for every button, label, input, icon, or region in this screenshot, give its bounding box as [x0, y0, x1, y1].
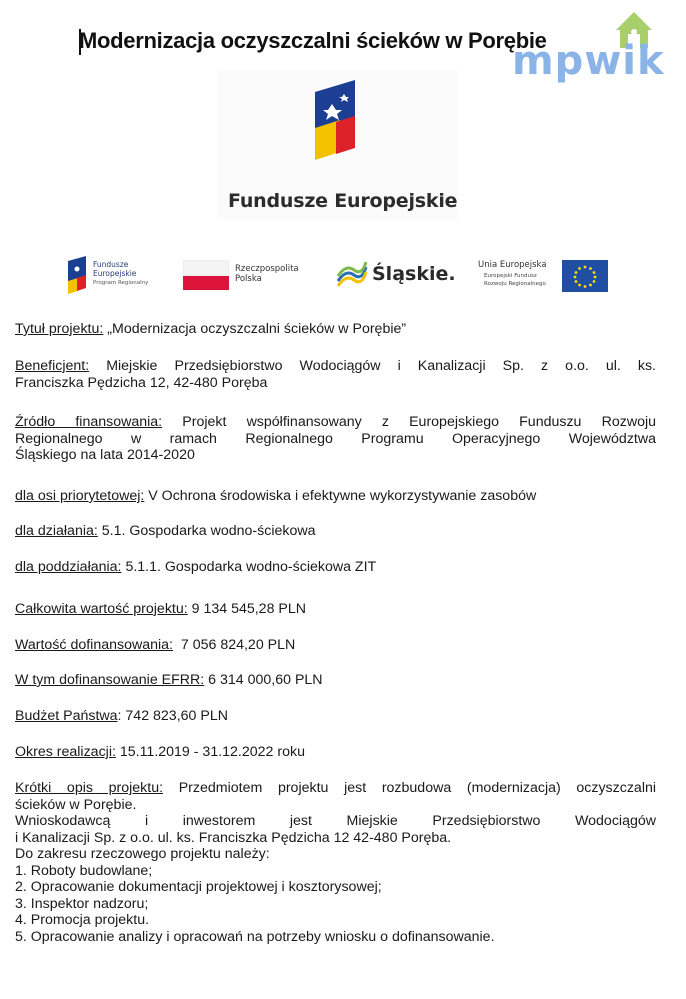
total-row: [15, 601, 656, 618]
cofund-label: Wartość dofinansowania:: [15, 637, 173, 653]
eu-line2: Europejski Fundusz: [484, 273, 537, 279]
slaskie-label: Śląskie.: [372, 263, 456, 285]
budget-row: [15, 708, 656, 725]
subaction-label: dla poddziałania:: [15, 559, 122, 575]
efrr-label: W tym dofinansowanie EFRR:: [15, 672, 205, 688]
desc-l4: i Kanalizacji Sp. z o.o. ul. ks. Franciszka Pędzicha 12 42-480 Poręba.: [15, 829, 452, 846]
mpwik-logo-text: mpwik: [512, 38, 665, 84]
scope-item-5: 5. Opracowanie analizy i opracowań na potrzeby wniosku o dofinansowanie.: [15, 928, 495, 945]
eu-logo: [474, 258, 610, 294]
beneficiary-value-l1: Miejskie Przedsiębiorstwo Wodociągów i Kanalizacji Sp. z o.o. ul. ks.: [89, 358, 656, 374]
axis-label: dla osi priorytetowej:: [15, 488, 145, 504]
axis-row: [15, 488, 656, 505]
fe-small-line2: Europejskie: [93, 269, 137, 278]
efrr-row: [15, 672, 656, 689]
action-value: 5.1. Gospodarka wodno-ściekowa: [97, 523, 316, 539]
scope-item-1: 1. Roboty budowlane;: [15, 862, 153, 879]
funding-row: [15, 414, 656, 464]
eu-flag-icon: [562, 260, 608, 292]
cofund-value: 7 056 824,20 PLN: [172, 637, 296, 653]
desc-label: Krótki opis projektu:: [15, 780, 164, 796]
description-block: [15, 780, 656, 945]
funding-value-l3: Śląskiego na lata 2014-2020: [15, 447, 195, 463]
fe-small-flag-icon: [66, 255, 88, 295]
budget-value: : 742 823,60 PLN: [117, 708, 228, 724]
scope-item-4: 4. Promocja projektu.: [15, 912, 150, 928]
funding-value-l2: Regionalnego w ramach Regionalnego Programu Operacyjnego Województwa: [15, 430, 656, 447]
scope-item-3: 3. Inspektor nadzoru;: [15, 895, 149, 912]
total-label: Całkowita wartość projektu:: [15, 601, 188, 617]
eu-line1: Unia Europejska: [478, 260, 547, 270]
action-label: dla działania:: [15, 523, 98, 539]
cofund-row: [15, 637, 656, 654]
beneficiary-value-l2: Franciszka Pędzicha 12, 42-480 Poręba: [15, 374, 268, 391]
rp-line2: Polska: [235, 274, 262, 284]
funding-value-l1: Projekt współfinansowany z Europejskiego Funduszu Rozwoju: [162, 414, 656, 430]
funding-label: Źródło finansowania:: [15, 414, 163, 430]
fe-logo-large: [218, 70, 458, 220]
action-row: [15, 523, 656, 540]
budget-label: Budżet Państwa: [15, 708, 118, 724]
eu-line3: Rozwoju Regionalnego: [484, 281, 546, 287]
period-row: [15, 744, 656, 761]
beneficiary-label: Beneficjent:: [15, 358, 90, 374]
fe-logo-large-label: Fundusze Europejskie: [228, 190, 458, 212]
axis-value: V Ochrona środowiska i efektywne wykorzystywanie zasobów: [144, 488, 537, 504]
desc-l2: ścieków w Porębie.: [15, 796, 137, 813]
total-value: 9 134 545,28 PLN: [187, 601, 307, 617]
polish-flag-icon: [183, 260, 229, 292]
project-title-value: „Modernizacja oczyszczalni ścieków w Porębie”: [103, 321, 407, 337]
period-label: Okres realizacji:: [15, 744, 116, 760]
fe-small-line1: Fundusze: [93, 260, 129, 269]
desc-l1: Przedmiotem projektu jest rozbudowa (modernizacja) oczyszczalni: [163, 780, 657, 796]
rp-logo: [183, 260, 313, 292]
fe-small-line3: Program Regionalny: [93, 280, 149, 286]
page-title: Modernizacja oczyszczalni ścieków w Porębie: [79, 28, 547, 53]
slaskie-logo: [334, 257, 464, 293]
rp-line1: Rzeczpospolita: [235, 264, 299, 274]
project-title-label: Tytuł projektu:: [15, 321, 104, 337]
subaction-row: [15, 559, 656, 576]
period-value: 15.11.2019 - 31.12.2022 roku: [115, 744, 305, 760]
subaction-value: 5.1.1. Gospodarka wodno-ściekowa ZIT: [121, 559, 377, 575]
project-title-row: [15, 321, 656, 338]
desc-l3: Wnioskodawcą i inwestorem jest Miejskie Przedsiębiorstwo Wodociągów: [15, 813, 656, 829]
fe-logo-small: [66, 255, 166, 295]
mpwik-logo: [512, 4, 684, 82]
beneficiary-row: [15, 358, 656, 391]
efrr-value: 6 314 000,60 PLN: [204, 672, 323, 688]
scope-item-2: 2. Opracowanie dokumentacji projektowej i kosztorysowej;: [15, 879, 382, 895]
desc-l5: Do zakresu rzeczowego projektu należy:: [15, 846, 270, 862]
slaskie-waves-icon: [334, 257, 368, 293]
